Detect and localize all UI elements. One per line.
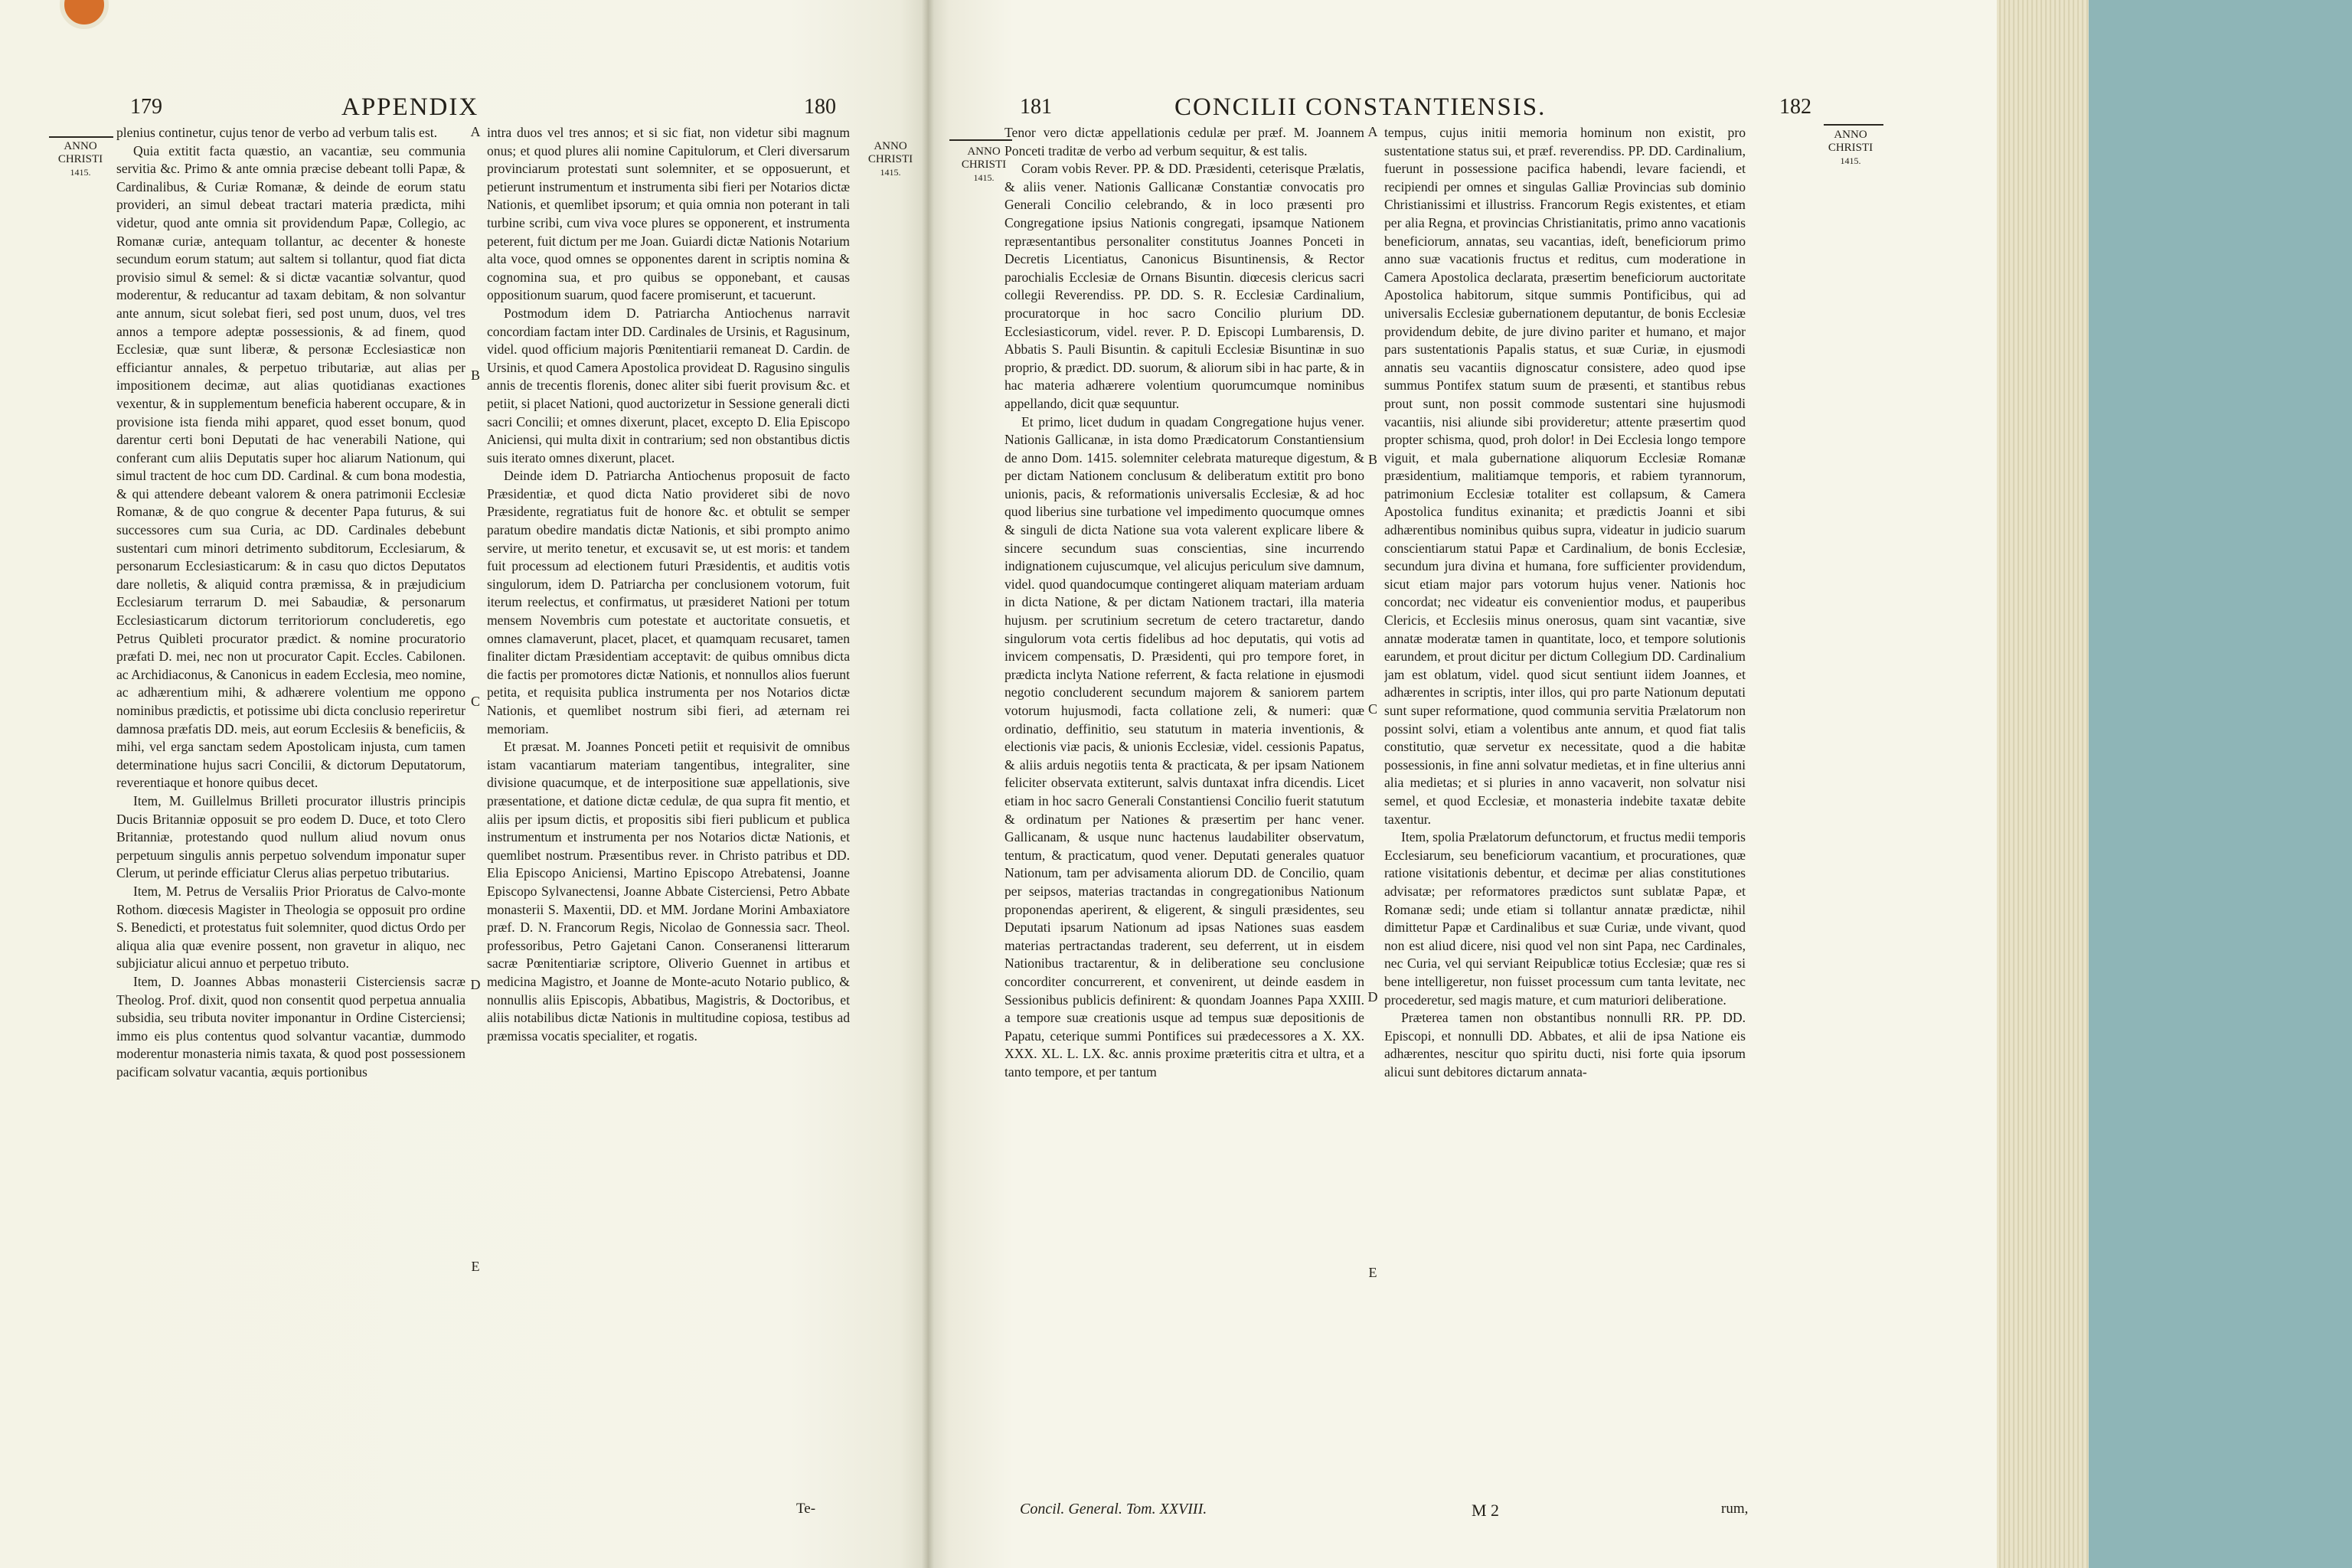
page-number-182: 182	[1779, 95, 1811, 119]
cover-board	[2089, 0, 2352, 1568]
section-letter: B	[1367, 452, 1377, 467]
paragraph: Item, spolia Prælatorum defunctorum, et fructus medii temporis Ecclesiarum, seu beneficiorum vacantium, et procurationes, quæ ratione visitationis debentur, et decimæ per alias constitutiones advisatæ; per reformatores prædictos sunt sublatæ Papæ, et Romanæ sedi; unde etiam si tollantur annatæ prædictæ, nihil dimittetur Papæ et Cardinalibus et suæ Curiæ, unde vivant, quod non est aliud dicere, nisi quod vel non sint Papa, nec Cardinales, nec Curia, vel qui serviant Reipublicæ totius Ecclesiæ; quæ res si bene intelligeretur, non fuisset processum cum tanta levitate, nec procederetur, sed magis mature, et cum maturiori deliberatione.	[1384, 829, 1746, 1008]
section-letter: B	[470, 368, 480, 383]
catchword-right: rum,	[1721, 1501, 1749, 1517]
section-letter: E	[1368, 1265, 1377, 1280]
margin-note-anno-christi-right	[858, 140, 923, 179]
section-letters-left	[469, 124, 482, 1479]
paragraph: tempus, cujus initii memoria hominum non existit, pro sustentatione status sui, et præf. reverendiss. PP. DD. Cardinalium, fuerunt in possessione pacifica habendi, levare faciendi, et recipiendi per omnes et singulas Galliæ Provincias sub dominio Christianissimi et illustriss. Francorum Regis existentes, et etiam per alia Regna, et provincias Christianitatis, primo anno vacationis beneficiorum, annatas, seu vacantias, ideſt, beneficiorum primo anno suæ vacationis fructus et reditus, cum moderatione in Camera Apostolica declarata, præsertim beneficiorum auctoritate Apostolica habitorum, sitque summis Pontificibus, qui ad universalis Ecclesiæ gubernationem deputantur, de bonis Ecclesiæ providendum debite, de jure divino pariter et humano, et major pars sustentationis Papalis status, et suæ Curiæ, in ejusmodi annatis seu vacantiis dignoscatur consistere, adeo quod ipse summus Pontifex statum suum de præsenti, et stantibus rebus prout sunt, non possit commode sustentari sine hujusmodi vacantiis, nisi aliunde sibi provideretur; attente præsertim quod propter schisma, quod, proh dolor! in Dei Ecclesia longo tempore viguit, et mala gubernatione aliquorum Ecclesiæ Romanæ præsidentium, malitiamque temporis, et rabiem tyrannorum, patrimonium Ecclesiæ totaliter est collapsum, & Camera Apostolica funditus exinanita; et prædictis Joanni et sibi adhærentibus nominibus quibus supra, videatur in judicio suarum conscientiarum statui Papæ et Cardinalium, de bonis Ecclesiæ, secundum jura divina et humana, fore sufficienter providendum, sicut etiam major pars votorum hujus vener. Nationis hoc concordat; nec videatur eis convenientior modus, et pauperibus Clericis, et Ecclesiis minus onerosus, quam sint vacantiæ, sive annatæ moderatæ tamen in quantitate, loco, et tempore solutionis earundem, et prout dicitur per dictum Collegium DD. Cardinalium jam est oblatum, videl. quod sicut sentiunt iidem Joannes, et adhærentes in scriptis, inter illos, qui pro parte Nationum deputati sunt super reformatione, quod communia servitia Prælatorum non possint solvi, etiam a volentibus ante annum, et quod fiat talis constitutio, quæ servetur ex necessitate, quod a die habitæ possessionis, in fine anni solvatur medietas, et in fine ulterius anni alia medietas; et si pluries in anno vacaverit, non solvatur nisi semel, et quod Ecclesiæ, et monasteria indebite taxatæ debite taxentur.	[1384, 125, 1746, 827]
book-gutter	[922, 0, 934, 1568]
running-head-concilii: CONCILII CONSTANTIENSIS.	[1174, 93, 1547, 121]
page-number-179: 179	[130, 95, 162, 119]
paragraph: Item, M. Guillelmus Brilleti procurator illustris principis Ducis Britanniæ opposuit se pro eodem D. Duce, et toto Clero Britanniæ, protestando quod nullum aliud novum onus perpetuum singulis annis perpetuo solvendum imponatur super Clerum, ut perinde efficiatur Clerus alias perpetuo tributarius.	[116, 792, 466, 881]
paragraph: Et præsat. M. Joannes Ponceti petiit et requisivit de omnibus istam vacantiarum materiam tangentibus, integraliter, sine divisione quacumque, et de interpositione suæ appellationis, sive præsentatione, et datione dictæ cedulæ, de qua supra fit mentio, et aliis per ipsum dictis, et propositis sibi fieri publicum et publica instrumentum et instrumenta per nos Notarios dictæ Nationis, et quemlibet nostrum. Præsentibus rever. in Christo patribus et DD. Elia Episcopo Aniciensi, Martino Episcopo Atrebatensi, Joanne Episcopo Sylvanectensi, Joanne Abbate Cisterciensi, Petro Abbate monasterii S. Maxentii, DD. et MM. Jordane Morini Ambaxiatore præf. D. N. Francorum Regis, Nicolao de Gonnessia sacr. Theol. professoribus, Petro Gajetani Canon. Conseranensi litterarum sacræ Pœnitentiariæ scriptore, Oliverio Guennet in artibus et medicina Magistro, et Joanne de Monte-acuto Notario publico, & nonnullis aliis Episcopis, Abbatibus, Magistris, & Doctoribus, et aliis notabilibus dictæ Nationis in multitudine copiosa, testibus ad præmissa vocatis specialiter, et rogatis.	[487, 739, 850, 1044]
section-letter: D	[1367, 989, 1378, 1004]
paragraph: Postmodum idem D. Patriarcha Antiochenus narravit concordiam factam inter DD. Cardinales de Ursinis, et Ragusinum, videl. quod officium majoris Pœnitentiarii remaneat D. Cardin. de Ursinis, et quod Camera Apostolica provideat D. Ragusino singulis annis de trecentis florenis, donec aliter sibi fuerit provisum &c. et petiit, si placet Nationi, quod auctorizetur in Sessione generali dicti sacri Concilii; et omnes dixerunt, placet, excepto D. Elia Episcopo Aniciensi, qui multa dixit in contrarium; sed non obstantibus dictis suis iterato omnes dixerunt, placet.	[487, 305, 850, 466]
catchword-left: Te-	[796, 1501, 816, 1517]
section-letter: A	[1367, 124, 1378, 139]
signature-mark: M 2	[1472, 1501, 1500, 1520]
section-letter: E	[471, 1259, 480, 1274]
margin-label: ANNO CHRISTI	[867, 140, 913, 165]
page-number-181: 181	[1020, 95, 1052, 119]
page-edges	[1997, 0, 2091, 1568]
page-number-180: 180	[804, 95, 836, 119]
margin-rule	[49, 136, 113, 138]
right-column-1	[1004, 124, 1364, 1494]
running-head-appendix: APPENDIX	[341, 93, 479, 121]
paragraph: Coram vobis Rever. PP. & DD. Præsidenti, ceterisque Prælatis, & aliis vener. Nationis Gallicanæ Constantiæ convocatis pro Generali Concilio celebrando, & in loco præsenti pro Congregatione ipsius Nationis congregati, ipsamque Nationem repræsentantibus personaliter constitutus Joannes Ponceti in Decretis Licentiatus, Canonicus Bisuntinensis, & Rector parochialis Ecclesiæ de Ornans Bisuntin. diœcesis clericus sacri collegii Reverendiss. PP. DD. S. R. Ecclesiæ Cardinalium, procuratorque in hoc sacro Concilio plurium DD. Ecclesiasticorum, videl. rever. P. D. Episcopi Lumbarensis, D. Abbatis S. Pauli Bisuntin. & capituli Ecclesiæ Bisuntinæ in suo proprio, & prædict. DD. suorum, & aliorum sibi in hac parte, & in hac materia adhærere volentium quorumcumque nominibus appellando, dicit quæ sequuntur.	[1004, 161, 1364, 411]
section-letter: C	[1367, 701, 1377, 717]
margin-year: 1415.	[1840, 155, 1861, 166]
section-letter: A	[470, 124, 481, 139]
paragraph: Item, D. Joannes Abbas monasterii Cisterciensis sacræ Theolog. Prof. dixit, quod non consentit quod perpetua annualia subsidia, seu tributa noviter imponantur in Ordine Cisterciensi; immo eis plus contentus quod solvantur vacantiæ, dummodo moderentur monasteria nimis taxata, & quod post possessionem pacificam solvatur vacantia, æquis portionibus	[116, 973, 466, 1080]
paragraph: intra duos vel tres annos; et si sic fiat, non videtur sibi magnum onus; et quod plures alii nomine Capitulorum, et Cleri diversarum provinciarum protestati sunt solemniter, et se opposuerunt, et petierunt instrumentum et instrumenta sibi fieri per Notarios dictæ Nationis, et quemlibet ipsorum; et quia omnia non poterant in tali turbine scribi, cum viva voce plures se opponerent, et instrumenta peterent, fuit dictum per me Joan. Guiardi dictæ Nationis Notarium alta voce, quod omnes se opponentes darent in scriptis nomina & cognomina sua, et pro quibus se opponebant, et causas oppositionum suarum, quod facere promiserunt, et tacuerunt.	[487, 125, 850, 303]
left-column-2	[487, 124, 850, 1479]
right-page	[928, 0, 1997, 1568]
margin-rule	[949, 139, 1012, 141]
margin-year: 1415.	[880, 167, 901, 178]
margin-note-anno-christi-right	[1818, 129, 1883, 168]
orange-sticker-icon	[60, 0, 109, 29]
margin-note-anno-christi	[47, 140, 113, 179]
paragraph: Præterea tamen non obstantibus nonnulli RR. PP. DD. Episcopi, et nonnulli DD. Abbates, et alii de ipsa Natione eis adhærentes, nescitur quo spiritu ducti, nisi forte quia ipsorum alicui sunt debitores dictarum annata-	[1384, 1010, 1746, 1080]
margin-rule	[1824, 124, 1883, 126]
margin-label: ANNO CHRISTI	[57, 140, 103, 165]
margin-year: 1415.	[973, 172, 995, 183]
section-letter: C	[470, 694, 480, 709]
section-letter: D	[470, 977, 481, 992]
footer-volume-title: Concil. General. Tom. XXVIII.	[1020, 1501, 1207, 1517]
paragraph: Item, M. Petrus de Versaliis Prior Prioratus de Calvo-monte Rothom. diœcesis Magister in Theologia se opposuit pro ordine S. Benedicti, et protestatus fuit solemniter, quod dictus Ordo per aliqua alia quæ evenire possent, non gravetur in aliquo, nec subjiciatur alicui annuo et perpetuo tributo.	[116, 883, 466, 972]
margin-label: ANNO CHRISTI	[1828, 129, 1873, 154]
section-letters-right	[1366, 124, 1380, 1494]
right-column-2	[1384, 124, 1746, 1494]
left-page	[0, 0, 928, 1568]
margin-label: ANNO CHRISTI	[961, 145, 1007, 171]
paragraph: plenius continetur, cujus tenor de verbo ad verbum talis est.	[116, 125, 437, 140]
paragraph: Et primo, licet dudum in quadam Congregatione hujus vener. Nationis Gallicanæ, in ista domo Prædicatorum Constantiensium de anno Dom. 1415. solemniter celebrata matureque digestum, & per dictam Nationem conclusum & deliberatum extitit pro bono unionis, pacis, & reformationis universalis Ecclesiæ, & ad hoc quod liberius sine turbatione vel impedimento quocumque omnes & singuli de dicta Natione sua vota valerent explicare libere & sincere secundum suas conscientias, sine incurrendo indignationem cujuscumque, vel alicujus periculum sive damnum, videl. quod quandocumque contingeret aliquam materiam arduam in dicta Natione, & per dictam Nationem tractari, illa materia hujusm. per scrutinium secretum de cetero tractaretur, dando singulorum vota certis fidelibus ad hoc deputatis, qui votis ad invicem compensatis, D. Præsidenti, qui pro tempore foret, in prædicta inclyta Natione referrent, & facta relatione in ejusmodi negotio concluderent secundum majorem & saniorem partem votorum hujusmodi, facta collatione zeli, & numeri: quæ ordinatio, deffinitio, seu statutum in materia inventionis, & electionis viæ pacis, & unionis Ecclesiæ, videl. cessionis Papatus, & aliis arduis negotiis tenta & practicata, & per ipsam Nationem feliciter observata extiterunt, salvis duntaxat infra dicendis. Licet etiam in hoc sacro Generali Constantiensi Concilio fuerit statutum & ordinatum per Nationes & præsertim per hanc vener. Gallicanam, & usque nunc hactenus laudabiliter observatum, tentum, & practicatum, quod vener. Deputati generales quatuor Nationum, tam per advisamenta aliorum DD. de Concilio, quam per seipsos, materias tractandas in congregationibus Nationum proponendas aperirent, & eligerent, & singuli præsidentes, seu Deputati ipsarum Nationum ad ipsas Nationes suas easdem materias pertractandas traderent, seu deferrent, ut in eisdem Nationibus tractarentur, & in deliberatione seu conclusione concorditer concurrerent, et convenirent, ut deinde easdem in Sessionibus publicis definirent: & quondam Joannes Papa XXIII. a tempore suæ creationis usque ad tempus suæ depositionis de Papatu, ceterique summi Pontifices sui prædecessores a X. XX. XXX. XL. L. LX. &c. annis proxime præteritis citra et ultra, et a tanto tempore, et per tantum	[1004, 413, 1364, 1080]
paragraph: Quia extitit facta quæstio, an vacantiæ, seu communia servitia &c. Primo & ante omnia præcise debeant tolli Papæ, & Cardinalibus, & Curiæ Romanæ, & deinde de eorum statu provideri, an simul debeat tractari materia prædicta, mihi videtur, quod ante omnia sit providendum Papæ, Collegio, ac Romanæ curiæ, antequam tollantur, ac decenter & honeste secundum eorum statum; aut saltem si tollantur, quod fiat dicta provisio simul & semel: & si dictæ vacantiæ solvantur, quod moderentur, & reducantur ad taxam debitam, & non solvantur ante annum, sicut solebat fieri, sed post unum, duos, vel tres annos a tempore adeptæ possessionis, & ad finem, quod Ecclesiæ, quæ sunt liberæ, & personæ Ecclesiasticæ non efficiantur annales, & perpetuo tributariæ, aut alias per impositionem decimæ, aut alias quotidianas exactiones vexentur, & in supplementum beneficia haberent occupare, & in provisione ista fienda mihi apparet, quod esset bonum, quod darentur certi boni Deputati de hac venerabili Natione, qui conferant cum aliis Deputatis super hoc aliarum Nationum, qui simul tractent de hoc cum DD. Cardinal. & cum bona modestia, & qui attendere debeant valorem & onera patrimonii Ecclesiæ Romanæ, & de quo congrue & decenter Papa futurus, & sui successores cum sua Curia, ac DD. Cardinales debebunt sustentari cum minori detrimento subditorum, Ecclesiarum, & personarum Ecclesiasticarum: & in casu quo dictos Deputatos dare nolletis, & aliquid contra præmissa, & in præjudicium Ecclesiarum terrarum D. mei Sabaudiæ, & personarum Ecclesiasticarum dictorum territoriorum concluderetis, ego Petrus Quibleti procurator prædict. & nomine procuratorio præfati D. mei, nec non ut procurator Capit. Eccles. Cabilonen. ac Archidiaconus, & Canonicus in eadem Ecclesia, meo nomine, ac adhærentium mihi, & adhærere volentium me oppono nominibus prædictis, et potissime ubi dicta conclusio reperiretur damnosa præfatis DD. meis, aut eorum Ecclesiis & beneficiis, & mihi, vel erga sanctam sedem Apostolicam injusta, cum tamen determinatione hujus sacri Concilii, & dictorum Deputatorum, reverentiaque et honore quibus decet.	[116, 142, 466, 791]
paragraph: Deinde idem D. Patriarcha Antiochenus proposuit de facto Præsidentiæ, et quod dicta Natio provideret sibi de novo Præsidente, regratiatus fuit de honore &c. et obtulit se semper paratum obedire mandatis dictæ Nationis, et sibi prompto animo servire, ut merito tenetur, et excusavit se, ut est moris: et tandem fuit processum ad electionem futuri Præsidentis, et auditis votis singulorum, idem D. Patriarcha per conclusionem votorum, fuit iterum reelectus, et confirmatus, ut præsideret Nationi per totum mensem Novembris cum potestate et auctoritate consuetis, et omnes clamaverunt, placet, placet, et quamquam recusaret, tamen finaliter dictam Præsidentiam acceptavit: de quibus omnibus dicta die factis per promotores dictæ Nationis, et nonnullos alios fuerunt petita, et requisita publica instrumenta per nos Notarios dictæ Nationis, et quemlibet nostrum sibi fieri, ad æternam rei memoriam.	[487, 468, 850, 737]
left-column-1	[116, 124, 466, 1479]
margin-year: 1415.	[70, 167, 91, 178]
paragraph: Tenor vero dictæ appellationis cedulæ per præf. M. Joannem Ponceti traditæ de verbo ad verbum sequitur, & est talis.	[1004, 125, 1364, 158]
